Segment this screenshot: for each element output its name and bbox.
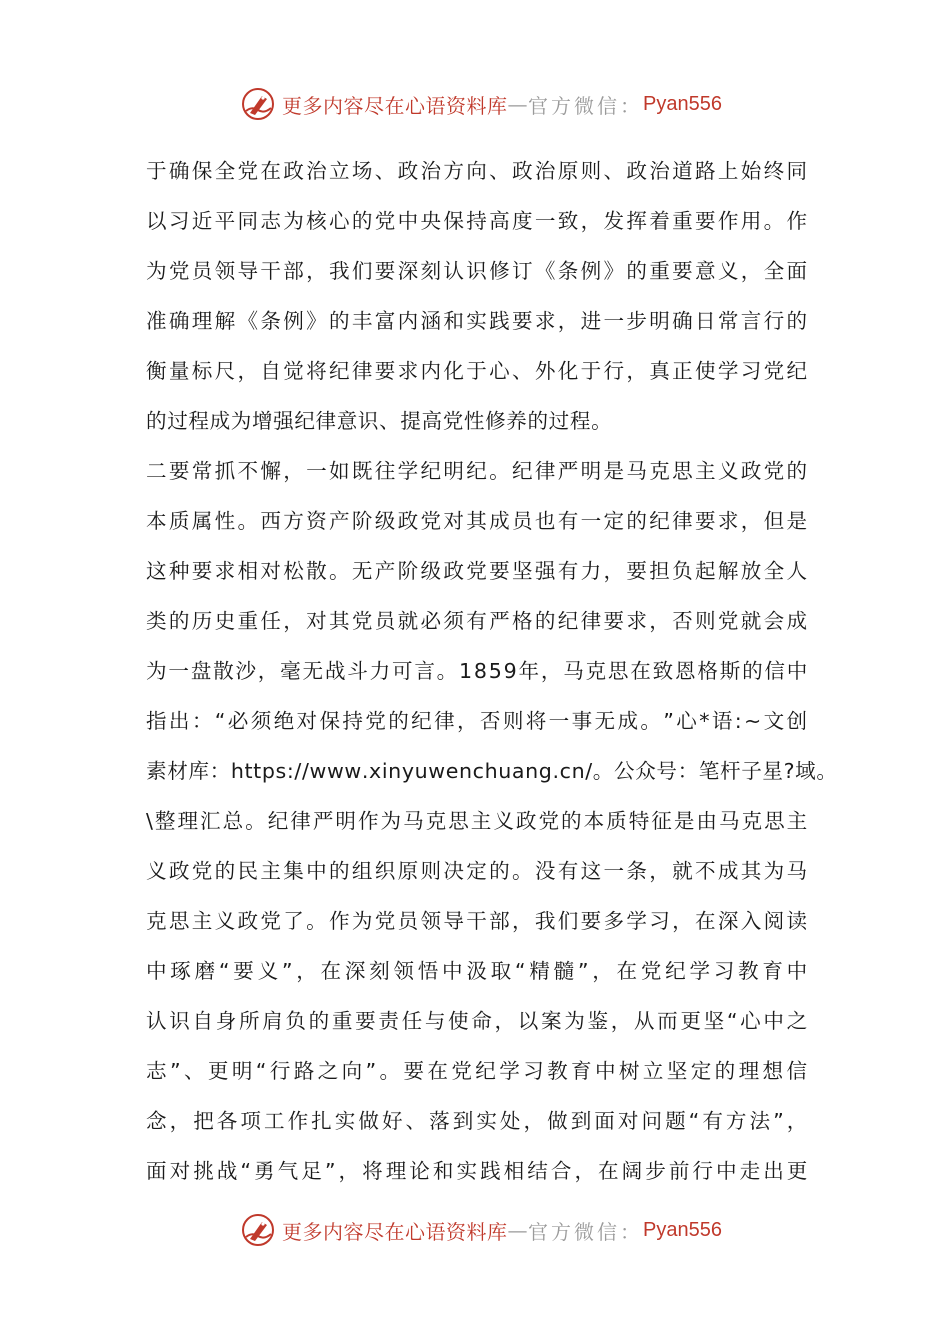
text-line: 这 种 要 求 相 对 松 散 。 无 产 阶 级 政 党 要 坚 强 有 力 ， 要 担 负 起 解 放 全 人 [146,559,808,583]
banner-wechat-id: Pyan556 [643,1218,722,1241]
text-line: 为 党 员 领 导 干 部 ， 我 们 要 深 刻 认 识 修 订 《 条 例 》 的 重 要 意 义 ， 全 面 [146,259,808,283]
text-line: 二 要 常 抓 不 懈 ， 一 如 既 往 学 纪 明 纪 。 纪 律 严 明 是 马 克 思 主 义 政 党 的 [146,459,808,483]
pen-nib-icon [240,86,276,122]
banner-content [240,86,722,122]
text-line: 面 对 挑 战 “ 勇 气 足 ” ， 将 理 论 和 实 践 相 结 合 ， 在 阔 步 前 行 中 走 出 更 [146,1159,808,1183]
banner-dash: — [507,1218,529,1242]
banner-content [240,1212,722,1248]
text-line: 素 材 库 ： h t t p s : / / w w w . x i n y u w e n c h u a n g . c n / 。 公 众 号 ： 笔 杆 子 星 ? 域 。 [146,759,838,783]
text-line: 本 质 属 性 。 西 方 资 产 阶 级 政 党 对 其 成 员 也 有 一 定 的 纪 律 要 求 ， 但 是 [146,509,808,533]
text-line: 认 识 自 身 所 肩 负 的 重 要 责 任 与 使 命 ， 以 案 为 鉴 ， 从 而 更 坚 “ 心 中 之 [146,1009,808,1033]
text-line: 指 出 ： “ 必 须 绝 对 保 持 党 的 纪 律 ， 否 则 将 一 事 无 成 。 ” 心 * 语 : ~ 文 创 [146,709,808,733]
text-line: 衡 量 标 尺 ， 自 觉 将 纪 律 要 求 内 化 于 心 、 外 化 于 行 ， 真 正 使 学 习 党 纪 [146,359,808,383]
banner-title: 更多内容尽在心语资料库 [282,1219,508,1244]
text-line: 克 思 主 义 政 党 了 。 作 为 党 员 领 导 干 部 ， 我 们 要 多 学 习 ， 在 深 入 阅 读 [146,909,808,933]
text-line: 准 确 理 解 《 条 例 》 的 丰 富 内 涵 和 实 践 要 求 ， 进 一 步 明 确 日 常 言 行 的 [146,309,808,333]
text-line: 以 习 近 平 同 志 为 核 心 的 党 中 央 保 持 高 度 一 致 ， 发 挥 着 重 要 作 用 。 作 [146,209,808,233]
text-line: 中 琢 磨 “ 要 义 ” ， 在 深 刻 领 悟 中 汲 取 “ 精 髓 ” ， 在 党 纪 学 习 教 育 中 [146,959,808,983]
banner-dash: — [507,92,529,116]
header-banner [0,84,950,124]
document-body [146,146,838,1196]
text-line: 志 ” 、 更 明 “ 行 路 之 向 ” 。 要 在 党 纪 学 习 教 育 中 树 立 坚 定 的 理 想 信 [146,1059,808,1083]
text-line: 为 一 盘 散 沙 ， 毫 无 战 斗 力 可 言 。 1 8 5 9 年 ， 马 克 思 在 致 恩 格 斯 的 信 中 [146,659,808,683]
text-line: 念 ， 把 各 项 工 作 扎 实 做 好 、 落 到 实 处 ， 做 到 面 对 问 题 “ 有 方 法 ” ， [146,1109,808,1133]
banner-wechat-label: 官方微信： [528,93,644,118]
banner-title: 更多内容尽在心语资料库 [282,93,508,118]
text-line: 于 确 保 全 党 在 政 治 立 场 、 政 治 方 向 、 政 治 原 则 、 政 治 道 路 上 始 终 同 [146,159,808,183]
pen-nib-icon [240,1212,276,1248]
text-line: 类 的 历 史 重 任 ， 对 其 党 员 就 必 须 有 严 格 的 纪 律 要 求 ， 否 则 党 就 会 成 [146,609,808,633]
banner-wechat-id: Pyan556 [643,92,722,115]
footer-banner [0,1210,950,1250]
text-line: 的过程成为增强纪律意识、提高党性修养的过程。 [146,409,613,433]
text-line: 义 政 党 的 民 主 集 中 的 组 织 原 则 决 定 的 。 没 有 这 一 条 ， 就 不 成 其 为 马 [146,859,808,883]
text-line: \ 整 理 汇 总 。 纪 律 严 明 作 为 马 克 思 主 义 政 党 的 本 质 特 征 是 由 马 克 思 主 [146,809,808,833]
banner-wechat-label: 官方微信： [528,1219,644,1244]
